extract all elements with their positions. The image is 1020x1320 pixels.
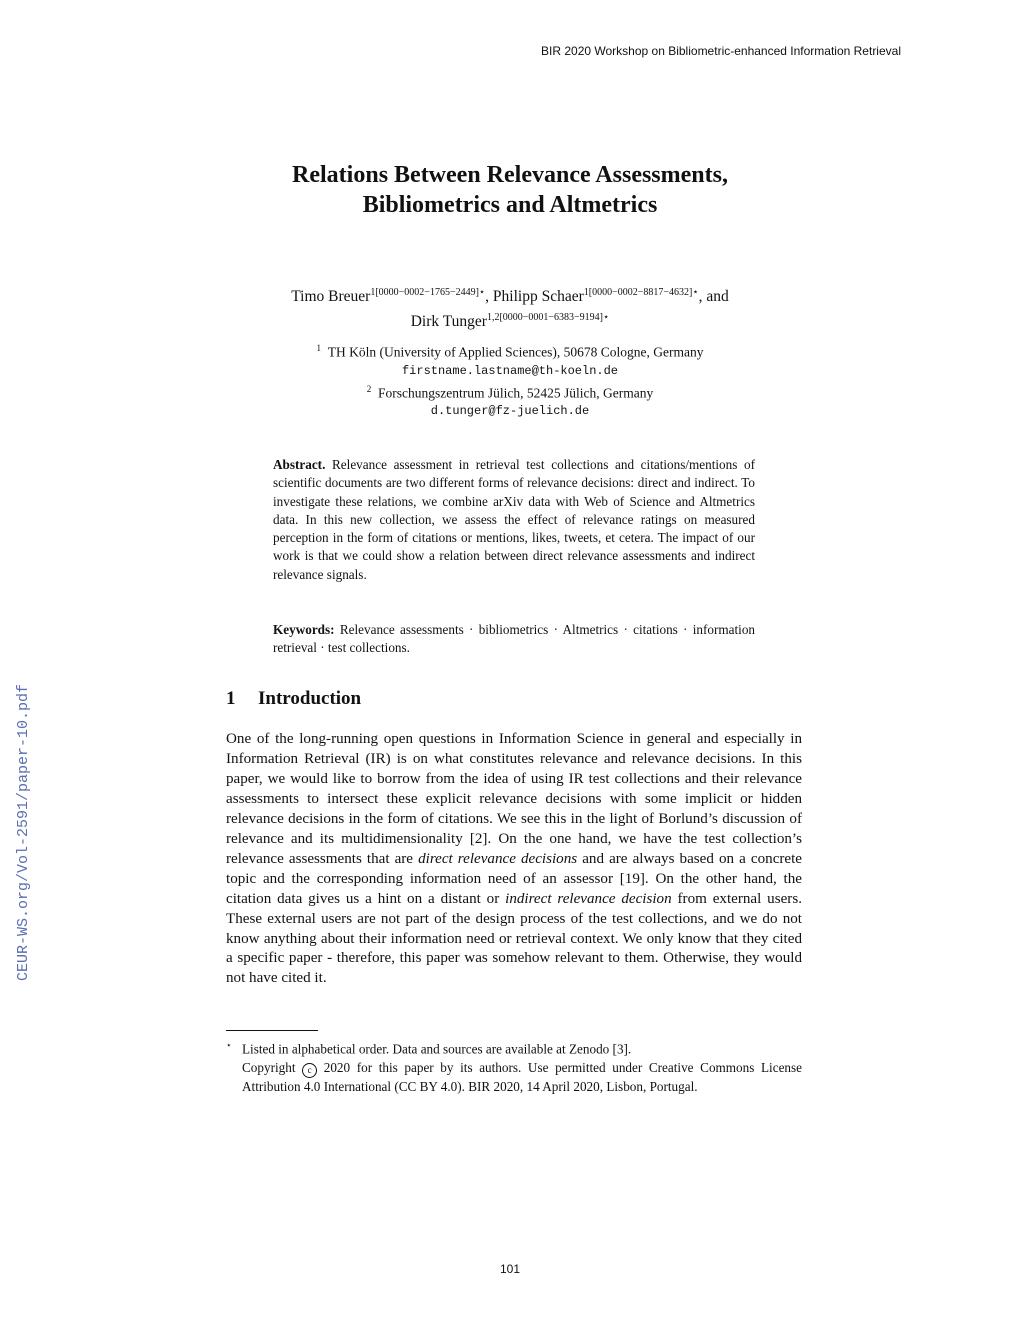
author-breuer: Timo Breuer: [291, 288, 371, 306]
footnote-text: Listed in alphabetical order. Data and sources are available at Zenodo [3].: [242, 1041, 632, 1057]
author-line-2: [0, 307, 1020, 332]
abstract-label: Abstract.: [273, 457, 326, 472]
body-text-2: and are always based on a concrete topic and the corresponding information need of an assessor [19]. On the other hand, the citation data gives us a hint on a distant or: [226, 850, 803, 907]
author-line-1: [0, 282, 1020, 307]
author-schaer: Philipp Schaer: [492, 288, 584, 306]
body-emphasis-direct: direct relevance decisions: [418, 850, 578, 867]
keywords: [273, 621, 755, 658]
author-schaer-sup: 1[0000−0002−8817−4632]⋆: [583, 287, 699, 298]
affiliation-1-mark: 1: [316, 343, 322, 353]
affiliation-2: [0, 380, 1020, 403]
footnote-line-1: [226, 1036, 802, 1059]
affiliation-1: [0, 339, 1020, 362]
copyright-notice: [226, 1059, 802, 1096]
author-separator: ,: [485, 288, 493, 306]
body-text-1: One of the long-running open questions in Information Science in general and especially in Information Retrieval (IR) is on what constitutes relevance and relevance decisions. In this paper, we would like to borrow from the idea of using IR test collections and their relevance assessments to intersect these explicit relevance decisions with some implicit or hidden relevance decisions in the form of citations. We see this in the light of Borlund’s discussion of relevance and its multidimensionality [2]. On the one hand, we have the test collection’s relevance assessments that are: [226, 731, 802, 867]
affiliation-1-email[interactable]: firstname.lastname@th-koeln.de: [401, 363, 619, 378]
abstract: [273, 456, 755, 584]
body-emphasis-indirect: indirect relevance decision: [505, 890, 672, 907]
affiliation-2-mark: 2: [366, 383, 372, 394]
running-header: BIR 2020 Workshop on Bibliometric-enhanced Information Retrieval: [541, 44, 901, 58]
section-heading-introduction: [226, 688, 361, 710]
title-line-2: Bibliometrics and Altmetrics: [362, 192, 658, 218]
paper-title: [0, 160, 1020, 220]
copyright-pre: Copyright: [242, 1059, 296, 1075]
copyright-post: 2020 for this paper by its authors. Use permitted under Creative Commons License Attribution 4.0 International (CC BY 4.0). BIR 2020, 14 April 2020, Lisbon, Portugal.: [242, 1059, 803, 1094]
ceur-url-stamp[interactable]: CEUR-WS.org/Vol-2591/paper-10.pdf: [15, 683, 32, 982]
copyright-icon: c: [302, 1063, 317, 1078]
author-list: [0, 282, 1020, 332]
author-tunger: Dirk Tunger: [410, 313, 487, 331]
abstract-text: Relevance assessment in retrieval test collections and citations/mentions of scientific documents are two different forms of relevance decisions: direct and indirect. To investigate these relations, we combine arXiv data with Web of Science and Altmetrics data. In this new collection, we assess the effect of relevance ratings on measured perception in the form of citations or mentions, likes, tweets, et cetera. The impact of our work is that we could show a relation between direct relevance assessments and indirect relevance signals.: [273, 457, 755, 582]
body-text-3: from external users. These external users are not part of the design process of the test collections, and we do not know anything about their information need or retrieval context. We only know that they cited a specific paper - therefore, this paper was somehow relevant to them. Otherwise, they would not have cited it.: [226, 890, 802, 987]
keywords-text: Relevance assessments · bibliometrics · Altmetrics · citations · information retrieval · test collections.: [273, 622, 756, 656]
author-separator-and: , and: [698, 288, 729, 306]
affiliation-2-text: Forschungszentrum Jülich, 52425 Jülich, Germany: [378, 385, 654, 400]
title-line-1: Relations Between Relevance Assessments,: [292, 162, 728, 188]
footnote-mark: ⋆: [226, 1040, 232, 1050]
footnote: [226, 1036, 802, 1096]
page-number: 101: [499, 1262, 521, 1276]
affiliations: [0, 339, 1020, 420]
section-number: 1: [226, 688, 236, 709]
introduction-paragraph: [226, 730, 802, 989]
section-title: Introduction: [258, 688, 362, 709]
affiliation-1-text: TH Köln (University of Applied Sciences), 50678 Cologne, Germany: [327, 344, 704, 360]
author-breuer-sup: 1[0000−0002−1765−2449]⋆: [370, 287, 486, 298]
footnote-divider: [226, 1030, 318, 1031]
keywords-label: Keywords:: [273, 622, 335, 637]
author-tunger-sup: 1,2[0000−0001−6383−9194]⋆: [486, 312, 610, 324]
affiliation-2-email[interactable]: d.tunger@fz-juelich.de: [430, 404, 590, 418]
